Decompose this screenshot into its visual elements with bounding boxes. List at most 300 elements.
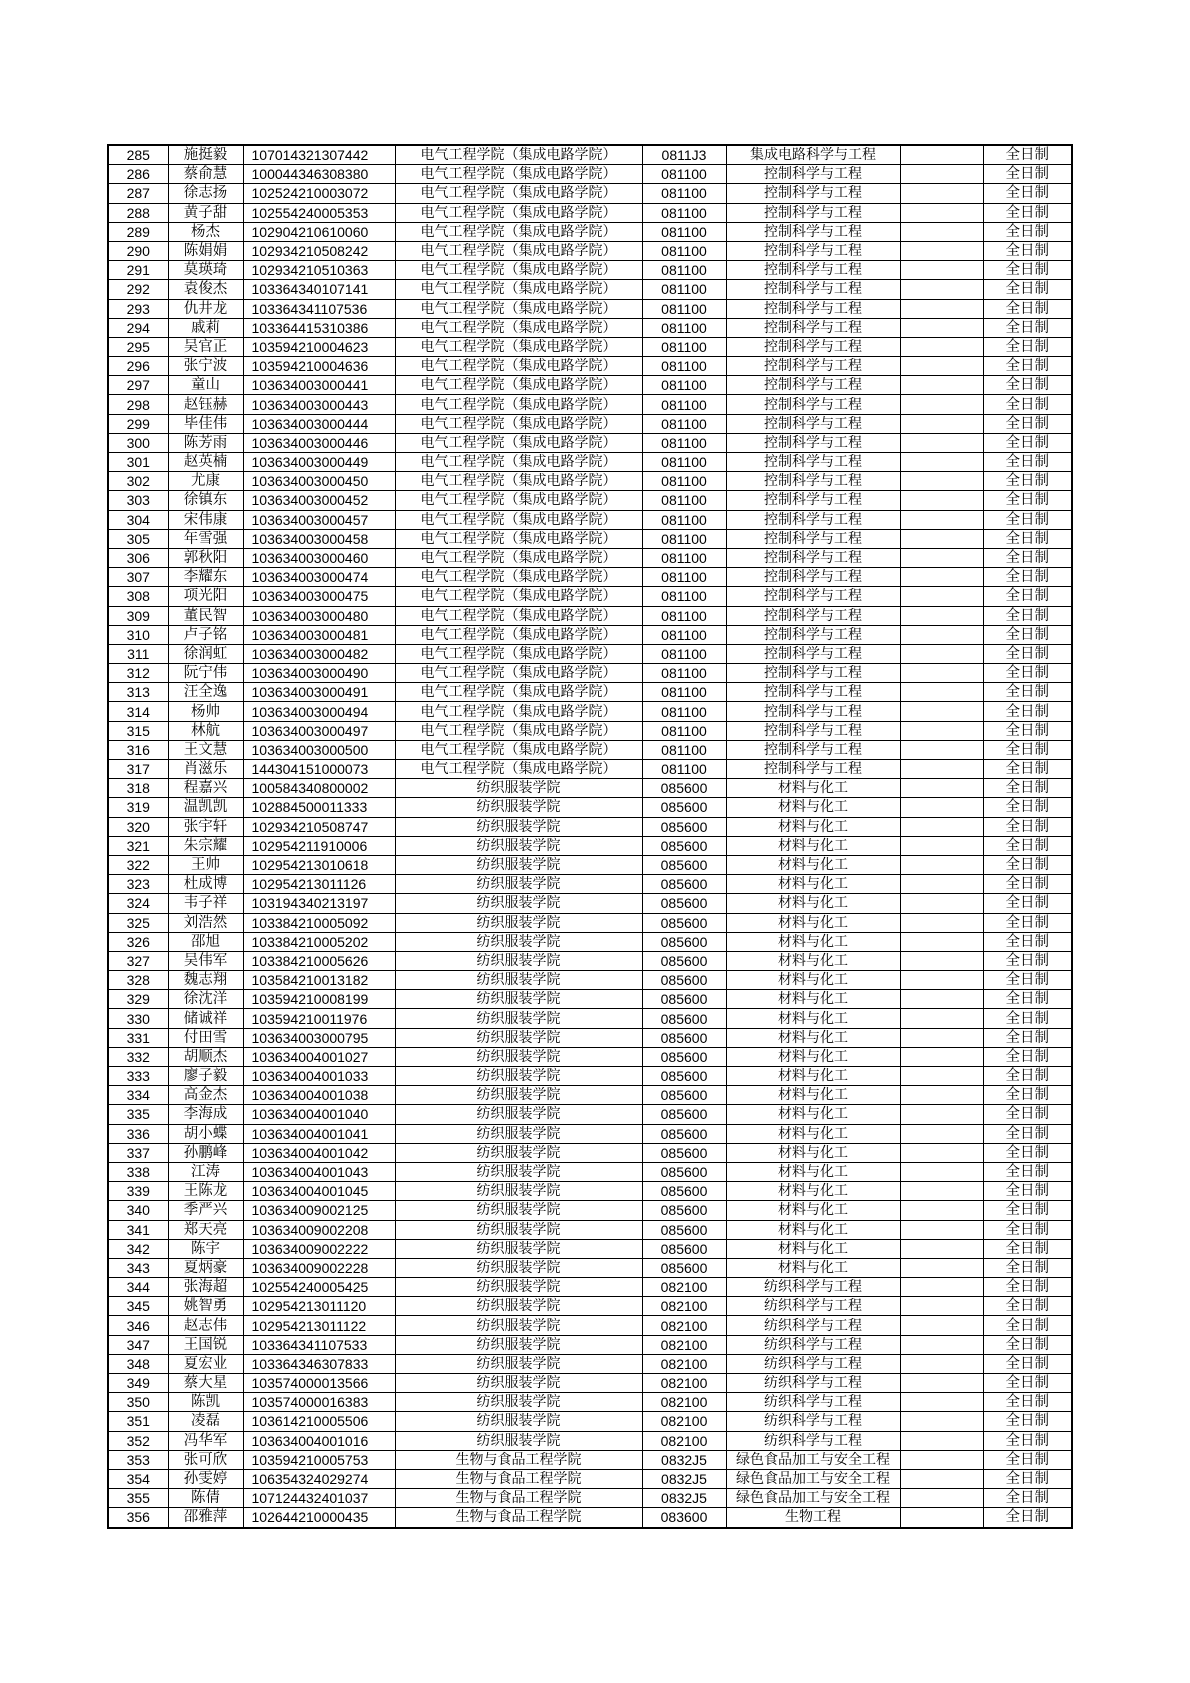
study-mode-cell: 全日制 <box>983 184 1072 203</box>
student-name-cell: 杨帅 <box>168 702 243 721</box>
study-mode-cell: 全日制 <box>983 606 1072 625</box>
student-name-cell: 张宁波 <box>168 357 243 376</box>
candidate-id-cell: 102904210610060 <box>243 222 395 241</box>
table-row <box>108 644 1072 663</box>
college-cell: 纺织服装学院 <box>395 1124 642 1143</box>
blank-cell <box>900 1374 983 1393</box>
major-name-cell: 纺织科学与工程 <box>726 1297 900 1316</box>
student-name-cell: 陈芳雨 <box>168 433 243 452</box>
major-name-cell: 控制科学与工程 <box>726 261 900 280</box>
table-row <box>108 395 1072 414</box>
candidate-id-cell: 103364341107533 <box>243 1335 395 1354</box>
candidate-id-cell: 103634004001042 <box>243 1143 395 1162</box>
blank-cell <box>900 990 983 1009</box>
blank-cell <box>900 1220 983 1239</box>
row-number-cell: 308 <box>108 587 168 606</box>
table-row <box>108 587 1072 606</box>
blank-cell <box>900 529 983 548</box>
admission-table <box>107 144 1073 1529</box>
table-row <box>108 1412 1072 1431</box>
blank-cell <box>900 184 983 203</box>
row-number-cell: 332 <box>108 1047 168 1066</box>
study-mode-cell: 全日制 <box>983 453 1072 472</box>
candidate-id-cell: 103384210005092 <box>243 913 395 932</box>
candidate-id-cell: 103614210005506 <box>243 1412 395 1431</box>
row-number-cell: 318 <box>108 779 168 798</box>
major-name-cell: 纺织科学与工程 <box>726 1412 900 1431</box>
major-code-cell: 085600 <box>642 1124 726 1143</box>
major-code-cell: 081100 <box>642 644 726 663</box>
major-name-cell: 控制科学与工程 <box>726 606 900 625</box>
major-code-cell: 081100 <box>642 664 726 683</box>
study-mode-cell: 全日制 <box>983 990 1072 1009</box>
study-mode-cell: 全日制 <box>983 568 1072 587</box>
row-number-cell: 343 <box>108 1258 168 1277</box>
major-code-cell: 085600 <box>642 817 726 836</box>
blank-cell <box>900 1258 983 1277</box>
row-number-cell: 289 <box>108 222 168 241</box>
major-name-cell: 控制科学与工程 <box>726 760 900 779</box>
study-mode-cell: 全日制 <box>983 357 1072 376</box>
college-cell: 生物与食品工程学院 <box>395 1469 642 1488</box>
candidate-id-cell: 103634003000474 <box>243 568 395 587</box>
row-number-cell: 293 <box>108 299 168 318</box>
major-code-cell: 083600 <box>642 1508 726 1528</box>
row-number-cell: 309 <box>108 606 168 625</box>
major-name-cell: 材料与化工 <box>726 1124 900 1143</box>
student-name-cell: 杜成博 <box>168 875 243 894</box>
study-mode-cell: 全日制 <box>983 702 1072 721</box>
candidate-id-cell: 103634003000482 <box>243 644 395 663</box>
student-name-cell: 郑天亮 <box>168 1220 243 1239</box>
table-row <box>108 932 1072 951</box>
major-name-cell: 控制科学与工程 <box>726 357 900 376</box>
major-code-cell: 085600 <box>642 1182 726 1201</box>
college-cell: 纺织服装学院 <box>395 1143 642 1162</box>
college-cell: 纺织服装学院 <box>395 1105 642 1124</box>
candidate-id-cell: 103194340213197 <box>243 894 395 913</box>
candidate-id-cell: 103594210004623 <box>243 337 395 356</box>
study-mode-cell: 全日制 <box>983 971 1072 990</box>
college-cell: 电气工程学院（集成电路学院） <box>395 702 642 721</box>
major-code-cell: 081100 <box>642 280 726 299</box>
student-name-cell: 赵英楠 <box>168 453 243 472</box>
major-name-cell: 控制科学与工程 <box>726 587 900 606</box>
row-number-cell: 298 <box>108 395 168 414</box>
college-cell: 纺织服装学院 <box>395 1182 642 1201</box>
college-cell: 生物与食品工程学院 <box>395 1450 642 1469</box>
major-code-cell: 082100 <box>642 1412 726 1431</box>
major-name-cell: 控制科学与工程 <box>726 491 900 510</box>
table-row <box>108 1393 1072 1412</box>
major-code-cell: 082100 <box>642 1278 726 1297</box>
table-row <box>108 414 1072 433</box>
row-number-cell: 291 <box>108 261 168 280</box>
major-name-cell: 材料与化工 <box>726 932 900 951</box>
major-code-cell: 081100 <box>642 222 726 241</box>
major-code-cell: 081100 <box>642 606 726 625</box>
blank-cell <box>900 472 983 491</box>
college-cell: 电气工程学院（集成电路学院） <box>395 644 642 663</box>
blank-cell <box>900 1469 983 1488</box>
table-row <box>108 740 1072 759</box>
study-mode-cell: 全日制 <box>983 1162 1072 1181</box>
major-code-cell: 081100 <box>642 510 726 529</box>
candidate-id-cell: 102934210508747 <box>243 817 395 836</box>
table-row <box>108 1201 1072 1220</box>
blank-cell <box>900 1086 983 1105</box>
college-cell: 电气工程学院（集成电路学院） <box>395 395 642 414</box>
college-cell: 纺织服装学院 <box>395 1297 642 1316</box>
college-cell: 电气工程学院（集成电路学院） <box>395 606 642 625</box>
student-name-cell: 魏志翔 <box>168 971 243 990</box>
table-row <box>108 433 1072 452</box>
student-name-cell: 程嘉兴 <box>168 779 243 798</box>
candidate-id-cell: 103634003000497 <box>243 721 395 740</box>
student-name-cell: 董民智 <box>168 606 243 625</box>
row-number-cell: 336 <box>108 1124 168 1143</box>
row-number-cell: 302 <box>108 472 168 491</box>
table-row <box>108 376 1072 395</box>
major-name-cell: 控制科学与工程 <box>726 721 900 740</box>
major-name-cell: 绿色食品加工与安全工程 <box>726 1489 900 1508</box>
blank-cell <box>900 625 983 644</box>
major-code-cell: 085600 <box>642 1105 726 1124</box>
candidate-id-cell: 103594210004636 <box>243 357 395 376</box>
major-code-cell: 081100 <box>642 568 726 587</box>
student-name-cell: 陈宇 <box>168 1239 243 1258</box>
blank-cell <box>900 1105 983 1124</box>
college-cell: 电气工程学院（集成电路学院） <box>395 625 642 644</box>
study-mode-cell: 全日制 <box>983 472 1072 491</box>
study-mode-cell: 全日制 <box>983 1412 1072 1431</box>
major-name-cell: 材料与化工 <box>726 1162 900 1181</box>
major-code-cell: 085600 <box>642 1009 726 1028</box>
major-code-cell: 081100 <box>642 395 726 414</box>
blank-cell <box>900 357 983 376</box>
student-name-cell: 付田雪 <box>168 1028 243 1047</box>
blank-cell <box>900 337 983 356</box>
study-mode-cell: 全日制 <box>983 261 1072 280</box>
major-name-cell: 控制科学与工程 <box>726 318 900 337</box>
major-name-cell: 控制科学与工程 <box>726 241 900 260</box>
row-number-cell: 351 <box>108 1412 168 1431</box>
major-code-cell: 085600 <box>642 894 726 913</box>
study-mode-cell: 全日制 <box>983 1067 1072 1086</box>
college-cell: 纺织服装学院 <box>395 836 642 855</box>
major-name-cell: 材料与化工 <box>726 836 900 855</box>
blank-cell <box>900 606 983 625</box>
row-number-cell: 347 <box>108 1335 168 1354</box>
row-number-cell: 314 <box>108 702 168 721</box>
study-mode-cell: 全日制 <box>983 1489 1072 1508</box>
table-row <box>108 683 1072 702</box>
major-name-cell: 材料与化工 <box>726 855 900 874</box>
major-code-cell: 0832J5 <box>642 1489 726 1508</box>
college-cell: 电气工程学院（集成电路学院） <box>395 165 642 184</box>
blank-cell <box>900 1354 983 1373</box>
candidate-id-cell: 103634003000452 <box>243 491 395 510</box>
major-name-cell: 材料与化工 <box>726 913 900 932</box>
table-row <box>108 798 1072 817</box>
candidate-id-cell: 103634003000444 <box>243 414 395 433</box>
major-code-cell: 082100 <box>642 1335 726 1354</box>
study-mode-cell: 全日制 <box>983 836 1072 855</box>
blank-cell <box>900 1239 983 1258</box>
major-name-cell: 控制科学与工程 <box>726 433 900 452</box>
college-cell: 电气工程学院（集成电路学院） <box>395 587 642 606</box>
row-number-cell: 295 <box>108 337 168 356</box>
major-code-cell: 085600 <box>642 1143 726 1162</box>
table-row <box>108 1105 1072 1124</box>
row-number-cell: 300 <box>108 433 168 452</box>
blank-cell <box>900 1412 983 1431</box>
row-number-cell: 352 <box>108 1431 168 1450</box>
candidate-id-cell: 103634003000460 <box>243 548 395 567</box>
college-cell: 电气工程学院（集成电路学院） <box>395 280 642 299</box>
major-name-cell: 纺织科学与工程 <box>726 1278 900 1297</box>
candidate-id-cell: 100044346308380 <box>243 165 395 184</box>
candidate-id-cell: 103594210008199 <box>243 990 395 1009</box>
study-mode-cell: 全日制 <box>983 1508 1072 1528</box>
candidate-id-cell: 103634003000480 <box>243 606 395 625</box>
college-cell: 电气工程学院（集成电路学院） <box>395 222 642 241</box>
table-row <box>108 1469 1072 1488</box>
college-cell: 纺织服装学院 <box>395 932 642 951</box>
candidate-id-cell: 103634004001033 <box>243 1067 395 1086</box>
table-row <box>108 1067 1072 1086</box>
student-name-cell: 夏宏业 <box>168 1354 243 1373</box>
major-name-cell: 控制科学与工程 <box>726 548 900 567</box>
table-row <box>108 184 1072 203</box>
table-row <box>108 1278 1072 1297</box>
blank-cell <box>900 740 983 759</box>
college-cell: 纺织服装学院 <box>395 1335 642 1354</box>
candidate-id-cell: 103634003000481 <box>243 625 395 644</box>
study-mode-cell: 全日制 <box>983 1086 1072 1105</box>
blank-cell <box>900 222 983 241</box>
study-mode-cell: 全日制 <box>983 1469 1072 1488</box>
student-name-cell: 宋伟康 <box>168 510 243 529</box>
major-code-cell: 081100 <box>642 491 726 510</box>
row-number-cell: 350 <box>108 1393 168 1412</box>
candidate-id-cell: 102954211910006 <box>243 836 395 855</box>
table-row <box>108 702 1072 721</box>
blank-cell <box>900 376 983 395</box>
major-name-cell: 控制科学与工程 <box>726 529 900 548</box>
candidate-id-cell: 102644210000435 <box>243 1508 395 1528</box>
candidate-id-cell: 102554240005353 <box>243 203 395 222</box>
study-mode-cell: 全日制 <box>983 1239 1072 1258</box>
major-code-cell: 081100 <box>642 587 726 606</box>
college-cell: 电气工程学院（集成电路学院） <box>395 145 642 165</box>
college-cell: 电气工程学院（集成电路学院） <box>395 683 642 702</box>
student-name-cell: 徐润虹 <box>168 644 243 663</box>
major-code-cell: 082100 <box>642 1374 726 1393</box>
candidate-id-cell: 103594210005753 <box>243 1450 395 1469</box>
student-name-cell: 戚莉 <box>168 318 243 337</box>
student-name-cell: 赵志伟 <box>168 1316 243 1335</box>
major-code-cell: 085600 <box>642 1258 726 1277</box>
major-code-cell: 085600 <box>642 951 726 970</box>
candidate-id-cell: 103364340107141 <box>243 280 395 299</box>
student-name-cell: 孙雯婷 <box>168 1469 243 1488</box>
college-cell: 纺织服装学院 <box>395 1201 642 1220</box>
study-mode-cell: 全日制 <box>983 1374 1072 1393</box>
candidate-id-cell: 103574000016383 <box>243 1393 395 1412</box>
student-name-cell: 陈凯 <box>168 1393 243 1412</box>
major-name-cell: 材料与化工 <box>726 1028 900 1047</box>
college-cell: 纺织服装学院 <box>395 1009 642 1028</box>
row-number-cell: 335 <box>108 1105 168 1124</box>
student-name-cell: 项光阳 <box>168 587 243 606</box>
college-cell: 电气工程学院（集成电路学院） <box>395 203 642 222</box>
study-mode-cell: 全日制 <box>983 1182 1072 1201</box>
table-row <box>108 280 1072 299</box>
row-number-cell: 327 <box>108 951 168 970</box>
candidate-id-cell: 103634003000450 <box>243 472 395 491</box>
row-number-cell: 319 <box>108 798 168 817</box>
student-name-cell: 徐志扬 <box>168 184 243 203</box>
blank-cell <box>900 241 983 260</box>
blank-cell <box>900 568 983 587</box>
table-row <box>108 1489 1072 1508</box>
study-mode-cell: 全日制 <box>983 203 1072 222</box>
row-number-cell: 292 <box>108 280 168 299</box>
blank-cell <box>900 1028 983 1047</box>
college-cell: 纺织服装学院 <box>395 1316 642 1335</box>
study-mode-cell: 全日制 <box>983 875 1072 894</box>
major-name-cell: 控制科学与工程 <box>726 625 900 644</box>
major-code-cell: 081100 <box>642 203 726 222</box>
study-mode-cell: 全日制 <box>983 1335 1072 1354</box>
blank-cell <box>900 280 983 299</box>
row-number-cell: 313 <box>108 683 168 702</box>
blank-cell <box>900 817 983 836</box>
study-mode-cell: 全日制 <box>983 414 1072 433</box>
candidate-id-cell: 107124432401037 <box>243 1489 395 1508</box>
study-mode-cell: 全日制 <box>983 817 1072 836</box>
candidate-id-cell: 106354324029274 <box>243 1469 395 1488</box>
student-name-cell: 肖滋乐 <box>168 760 243 779</box>
study-mode-cell: 全日制 <box>983 1220 1072 1239</box>
candidate-id-cell: 103574000013566 <box>243 1374 395 1393</box>
candidate-id-cell: 102524210003072 <box>243 184 395 203</box>
blank-cell <box>900 932 983 951</box>
row-number-cell: 290 <box>108 241 168 260</box>
major-name-cell: 生物工程 <box>726 1508 900 1528</box>
college-cell: 纺织服装学院 <box>395 1162 642 1181</box>
student-name-cell: 朱宗耀 <box>168 836 243 855</box>
row-number-cell: 344 <box>108 1278 168 1297</box>
major-code-cell: 085600 <box>642 1047 726 1066</box>
table-row <box>108 855 1072 874</box>
college-cell: 电气工程学院（集成电路学院） <box>395 184 642 203</box>
study-mode-cell: 全日制 <box>983 683 1072 702</box>
major-name-cell: 纺织科学与工程 <box>726 1354 900 1373</box>
major-name-cell: 材料与化工 <box>726 1143 900 1162</box>
major-name-cell: 纺织科学与工程 <box>726 1431 900 1450</box>
table-row <box>108 1028 1072 1047</box>
college-cell: 纺织服装学院 <box>395 1431 642 1450</box>
college-cell: 纺织服装学院 <box>395 1393 642 1412</box>
student-name-cell: 王国锐 <box>168 1335 243 1354</box>
study-mode-cell: 全日制 <box>983 1278 1072 1297</box>
candidate-id-cell: 103634003000500 <box>243 740 395 759</box>
major-name-cell: 材料与化工 <box>726 1201 900 1220</box>
major-code-cell: 081100 <box>642 261 726 280</box>
blank-cell <box>900 683 983 702</box>
major-name-cell: 材料与化工 <box>726 894 900 913</box>
candidate-id-cell: 103634009002208 <box>243 1220 395 1239</box>
blank-cell <box>900 318 983 337</box>
blank-cell <box>900 1431 983 1450</box>
major-name-cell: 纺织科学与工程 <box>726 1393 900 1412</box>
table-row <box>108 836 1072 855</box>
row-number-cell: 348 <box>108 1354 168 1373</box>
student-name-cell: 胡小蝶 <box>168 1124 243 1143</box>
college-cell: 纺织服装学院 <box>395 875 642 894</box>
major-name-cell: 材料与化工 <box>726 1047 900 1066</box>
student-name-cell: 韦子祥 <box>168 894 243 913</box>
blank-cell <box>900 1278 983 1297</box>
college-cell: 纺织服装学院 <box>395 1028 642 1047</box>
table-row <box>108 1297 1072 1316</box>
major-code-cell: 085600 <box>642 1028 726 1047</box>
row-number-cell: 294 <box>108 318 168 337</box>
row-number-cell: 326 <box>108 932 168 951</box>
candidate-id-cell: 103634004001041 <box>243 1124 395 1143</box>
major-code-cell: 082100 <box>642 1431 726 1450</box>
study-mode-cell: 全日制 <box>983 395 1072 414</box>
blank-cell <box>900 1009 983 1028</box>
student-name-cell: 赵钰赫 <box>168 395 243 414</box>
row-number-cell: 301 <box>108 453 168 472</box>
college-cell: 纺织服装学院 <box>395 1412 642 1431</box>
major-name-cell: 控制科学与工程 <box>726 414 900 433</box>
row-number-cell: 320 <box>108 817 168 836</box>
college-cell: 生物与食品工程学院 <box>395 1489 642 1508</box>
row-number-cell: 315 <box>108 721 168 740</box>
row-number-cell: 340 <box>108 1201 168 1220</box>
major-code-cell: 085600 <box>642 779 726 798</box>
table-row <box>108 760 1072 779</box>
student-name-cell: 徐镇东 <box>168 491 243 510</box>
study-mode-cell: 全日制 <box>983 1431 1072 1450</box>
college-cell: 电气工程学院（集成电路学院） <box>395 491 642 510</box>
candidate-id-cell: 103364415310386 <box>243 318 395 337</box>
student-name-cell: 李海成 <box>168 1105 243 1124</box>
major-name-cell: 材料与化工 <box>726 1220 900 1239</box>
study-mode-cell: 全日制 <box>983 1354 1072 1373</box>
row-number-cell: 341 <box>108 1220 168 1239</box>
table-row <box>108 222 1072 241</box>
blank-cell <box>900 165 983 184</box>
candidate-id-cell: 107014321307442 <box>243 145 395 165</box>
study-mode-cell: 全日制 <box>983 1047 1072 1066</box>
major-code-cell: 082100 <box>642 1393 726 1412</box>
blank-cell <box>900 971 983 990</box>
blank-cell <box>900 836 983 855</box>
table-row <box>108 1182 1072 1201</box>
major-name-cell: 材料与化工 <box>726 1239 900 1258</box>
row-number-cell: 285 <box>108 145 168 165</box>
study-mode-cell: 全日制 <box>983 664 1072 683</box>
study-mode-cell: 全日制 <box>983 779 1072 798</box>
blank-cell <box>900 855 983 874</box>
study-mode-cell: 全日制 <box>983 951 1072 970</box>
major-name-cell: 材料与化工 <box>726 951 900 970</box>
